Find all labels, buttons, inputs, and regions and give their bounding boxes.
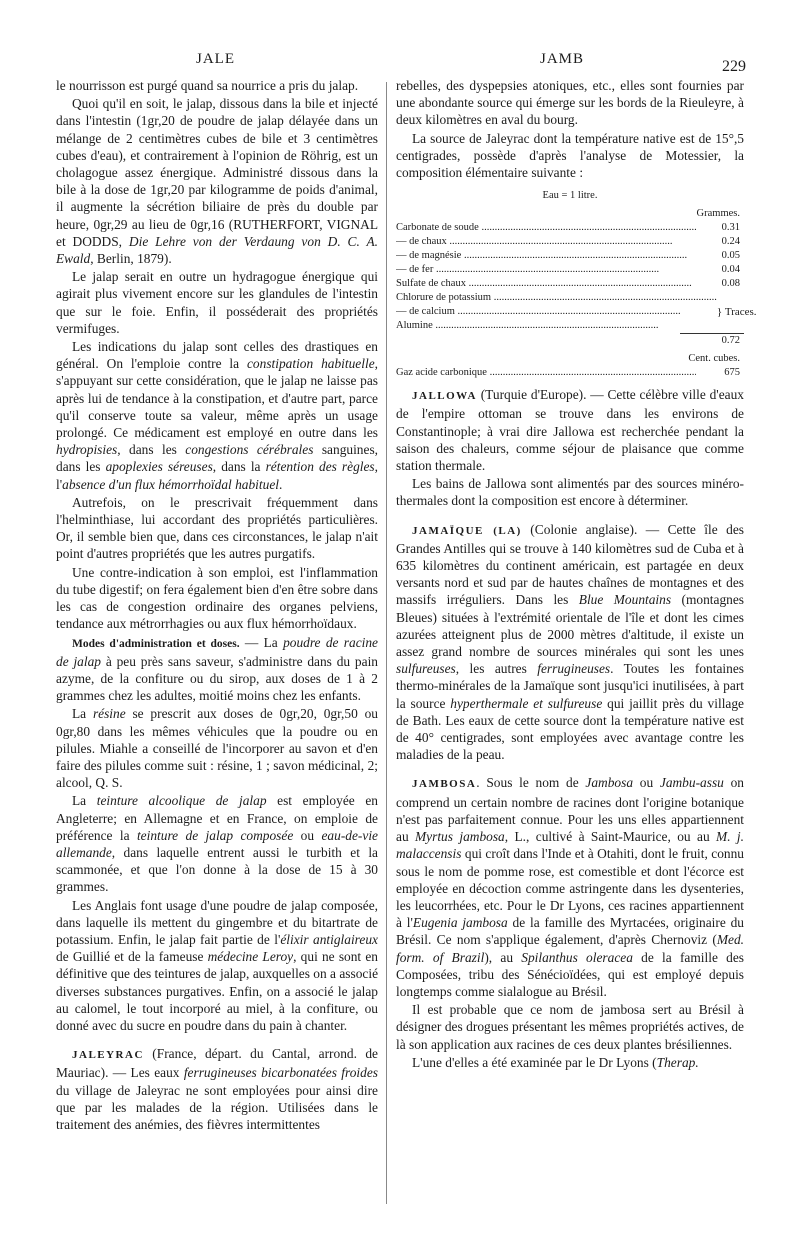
trace-row: Chlorure de potassium ..... [396,291,717,305]
table-row: Gaz acide carbonique ..... 675 [396,366,744,380]
table-caption: Eau = 1 litre. [542,190,598,202]
paragraph: Les Anglais font usage d'une poudre de jalap composée, dans laquelle ils mettent du gingembre et du bitartrate de potassium. Enfin, le jalap fait partie de l'élixir antiglaireux de Guillié et de la fameuse médecine Leroy, qui ne sont en définitive que des teintures de jalap, auxquelles on a associé diverses substances purgatives. Enfin, on a associé le jalap au calomel, le tout incorporé au miel, à la confiture, ou donné avec du sucre en poudre dans du pain à chanter. [56,897,379,1033]
paragraph: Les indications du jalap sont celles des drastiques en général. On l'emploie contre la constipation habituelle, s'appuyant sur cette considération, que le jalap ne laisse pas après lui de tendance à la constipation, et d'autre part, parce qu'il conserve toute sa valeur, même après un usage prolongé. Ce médicament est employé en outre dans les hydropisies, dans les congestions cérébrales sanguines, dans les apoplexies séreuses, dans la rétention des règles, l'absence d'un flux hémorrhoïdal habituel. [56,339,379,492]
right-column [396,77,757,1072]
entry-term: JAMBOSA [412,778,477,791]
paragraph: L'une d'elles a été examinée par le Dr Lyons (Therap. [412,1054,699,1070]
entry-term: JALEYRAC [72,1049,144,1062]
paragraph: Modes d'administration et doses. — La poudre de racine de jalap à peu près sans saveur, s'administre dans du pain azyme, de la confiture ou du sirop, aux doses de 1 à 2 grammes chez les adultes, moitié moins chez les enfants. [56,634,378,704]
traces-label: } Traces. [716,306,757,319]
row-label: Sulfate de chaux ..... [396,277,696,291]
entry-term: JAMAÏQUE (LA) [412,524,522,537]
section-subheading: Modes d'administration et doses. [72,637,240,650]
paragraph: Autrefois, on le prescrivait fréquemment dans l'helminthiase, lui accordant des propriétés particulières. Or, il semble bien que, dans ces circonstances, le jalap n'ait point d'autres propriétés que les autres purgatifs. [56,494,378,562]
running-head-left: JALE [196,51,235,67]
entry-jambosa: JAMBOSA. Sous le nom de Jambosa ou Jambu-assu on comprend un certain nombre de racines dont l'origine botanique n'est pas parfaitement connue. Pour les uns elles appartiennent au Myrtus jambosa, L., cultivé à Saint-Maurice, ou au M. j. malaccensis qui croît dans l'Inde et à Otahiti, dont le fruit, connu sous le nom de pomme rose, est comestible et dont l'écorce est employée en décoction comme astringente dans les dysenteries, les leucorrhées, etc. Pour le Dr Lyons, ces racines appartiennent à l'Eugenia jambosa de la famille des Myrtacées, originaire du Brésil. Ce nom s'applique également, d'après Chernoviz (Med. form. of Brazil), au Spilanthus oleracea de la famille des Composées, tribu des Sénécioïdées, qui est employé depuis longtemps comme sialalogue au Brésil. [396,775,745,999]
left-column [56,77,378,1134]
row-value: 0.24 [721,236,740,248]
paragraph: Le jalap serait en outre un hydragogue énergique qui agirait plus vivement encore sur les glandules de l'intestin que sur le foie. Enfin, il posséderait des propriétés vermifuges. [56,269,378,336]
row-label: — de magnésie ..... [396,249,696,263]
paragraph: Quoi qu'il en soit, le jalap, dissous dans la bile et injecté dans l'intestin (1gr,20 de poudre de jalap délayée dans un mélange de 2 centimètres cubes de bile et 3 centimètres cubes d'eau), et contrairement à l'opinion de Röhrig, est un cholagogue assez énergique. Administré dissous dans la bile à la dose de 1gr,20 par kilogramme de poids d'animal, il augmente la sécrétion biliaire de près du double par heure, 0gr,29 au lieu de 0gr,16 (RUTHERFORT, VIGNAL et DODDS, Die Lehre von der Verdaung von D. C. A. Ewald, Berlin, 1879). [56,96,378,267]
row-value: 0.08 [721,278,740,290]
running-head-right: JAMB [540,51,585,67]
table-row [396,235,744,249]
paragraph: Une contre-indication à son emploi, est l'inflammation du tube digestif; on fera également bien d'en être sobre dans les cas de congestion ordinaire des organes pelviens, tendance aux métrorrhagies ou aux flux hémorrhoïdaux. [56,564,378,632]
row-value: 0.04 [721,264,740,276]
paragraph: La résine se prescrit aux doses de 0gr,20, 0gr,50 ou 0gr,80 dans les mêmes véhicules que la poudre ou en pilules. Miahle a conseillé de l'incorporer au savon et d'en faire des pilules comme suit : résine, 1 ; savon médicinal, 2; alcool, Q. S. [56,706,378,791]
row-label: — de chaux ..... [396,235,696,249]
paragraph: La source de Jaleyrac dont la température native est de 15°,5 centigrades, possède d'après l'analyse de Motessier, la composition élémentaire suivante : [396,130,744,181]
table-unit: Grammes. [696,208,740,220]
entry-jaleyrac: JALEYRAC (France, départ. du Cantal, arrond. de Mauriac). — Les eaux ferrugineuses bicarbonatées froides du village de Jaleyrac ne sont employées pour ainsi dire que par les malades de la région. Utilisées dans le traitement des anémies, des fièvres intermittentes [56,1046,378,1132]
page-number: 229 [722,58,746,75]
trace-row: — de calcium ..... [396,305,717,319]
paragraph: Les bains de Jallowa sont alimentés par des sources minéro-thermales dont la composition est encore à déterminer. [396,476,744,509]
paragraph: le nourrisson est purgé quand sa nourrice a pris du jalap. [56,78,359,93]
mineral-analysis-table [396,189,757,380]
entry-term: JALLOWA [412,390,477,403]
trace-row: Alumine ..... [396,319,717,333]
table-row [396,249,744,263]
table-row [396,221,744,235]
row-label: Carbonate de soude ..... [396,221,696,235]
table-total: 0.72 [680,333,744,348]
paragraph: rebelles, des dyspepsies atoniques, etc., elles sont fournies par une abondante source qui émerge sur les bords de la Rieuleyre, à deux kilomètres en aval du bourg. [396,78,744,128]
entry-jamaique: JAMAÏQUE (LA) (Colonie anglaise). — Cette île des Grandes Antilles qui se trouve à 140 kilomètres sud de Cuba et à 635 kilomètres du continent américain, est partagée en deux versants nord et sud par de hautes chaînes de montagnes et des massifs irréguliers. Dans les Blue Mountains (montagnes Bleues) situées à l'extrémité orientale de l'île et dont les cimes azurées atteignent plus de 2000 mètres d'altitude, il existe un assez grand nombre de sources minérales qui sont les unes sulfureuses, les autres ferrugineuses. Toutes les fontaines thermo-minérales de la Jamaïque sont jusqu'ici inutilisées, à part la source hyperthermale et sulfureuse qui jaillit près du village de Bath. Les eaux de cette source dont la température native est de 40° centigrades, sont employées avec avantage contre les maladies de la peau. [396,521,744,763]
paragraph: Il est probable que ce nom de jambosa sert au Brésil à désigner des drogues présentant les mêmes propriétés actives, de là son application aux racines de ces deux plantes brésiliennes. [396,1002,744,1052]
column-rule [386,82,387,1204]
row-value: 0.05 [721,250,740,262]
row-label: — de fer ..... [396,263,696,277]
traces-group [396,291,757,333]
table-row [396,277,744,291]
entry-jallowa: JALLOWA (Turquie d'Europe). — Cette célèbre ville d'eaux de l'empire ottoman se trouve dans les environs de Constantinople; à vrai dire Jallowa est recherchée pendant la saison des chaleurs, comme séjour de plaisance que comme station thermale. [396,387,744,474]
table-row [396,263,744,277]
paragraph: La teinture alcoolique de jalap est employée en Angleterre; en Allemagne et en France, on emploie de préférence la teinture de jalap composée ou eau-de-vie allemande, dans laquelle entrent aussi le turbith et la scammonée, et que l'on donne à la dose de 15 à 30 grammes. [56,793,378,895]
row-value: 0.31 [721,222,740,234]
gas-unit: Cent. cubes. [688,353,740,365]
